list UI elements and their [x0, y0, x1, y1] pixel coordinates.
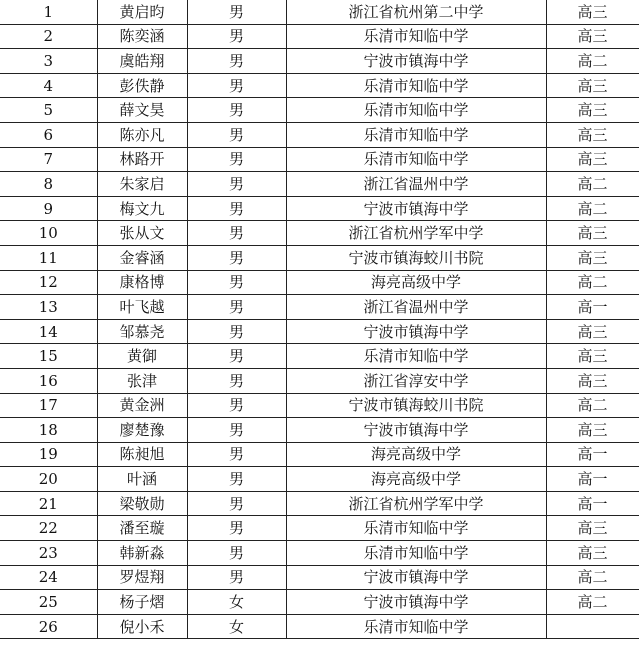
school-cell: 浙江省杭州学军中学 — [286, 221, 546, 246]
row-number-cell: 3 — [0, 49, 97, 74]
table-row — [0, 393, 639, 418]
grade-cell: 高三 — [546, 0, 639, 24]
student-name-cell: 叶飞越 — [97, 295, 187, 320]
table-row — [0, 270, 639, 295]
student-name-cell: 杨子熠 — [97, 590, 187, 615]
school-cell: 浙江省杭州第二中学 — [286, 0, 546, 24]
student-name-cell: 黄金洲 — [97, 393, 187, 418]
table-row — [0, 98, 639, 123]
grade-cell: 高二 — [546, 172, 639, 197]
row-number-cell: 14 — [0, 319, 97, 344]
row-number-cell: 2 — [0, 24, 97, 49]
row-number-cell: 9 — [0, 196, 97, 221]
grade-cell: 高一 — [546, 467, 639, 492]
table-row — [0, 368, 639, 393]
student-name-cell: 林路开 — [97, 147, 187, 172]
school-cell: 宁波市镇海中学 — [286, 196, 546, 221]
school-cell: 浙江省杭州学军中学 — [286, 491, 546, 516]
table-row — [0, 221, 639, 246]
student-name-cell: 潘至璇 — [97, 516, 187, 541]
grade-cell: 高二 — [546, 270, 639, 295]
school-cell: 宁波市镇海蛟川书院 — [286, 393, 546, 418]
school-cell: 宁波市镇海蛟川书院 — [286, 245, 546, 270]
table-row — [0, 73, 639, 98]
grade-cell: 高三 — [546, 73, 639, 98]
table-row — [0, 614, 639, 639]
student-name-cell: 梅文九 — [97, 196, 187, 221]
grade-cell: 高一 — [546, 295, 639, 320]
student-name-cell: 陈昶旭 — [97, 442, 187, 467]
school-cell: 宁波市镇海中学 — [286, 590, 546, 615]
table-row — [0, 295, 639, 320]
table-row — [0, 344, 639, 369]
student-name-cell: 彭佚静 — [97, 73, 187, 98]
student-name-cell: 康格博 — [97, 270, 187, 295]
student-name-cell: 罗煜翔 — [97, 565, 187, 590]
grade-cell: 高三 — [546, 319, 639, 344]
student-name-cell: 廖楚豫 — [97, 418, 187, 443]
gender-cell: 男 — [187, 491, 286, 516]
row-number-cell: 10 — [0, 221, 97, 246]
school-cell: 乐清市知临中学 — [286, 147, 546, 172]
gender-cell: 男 — [187, 270, 286, 295]
grade-cell: 高一 — [546, 491, 639, 516]
row-number-cell: 25 — [0, 590, 97, 615]
gender-cell: 男 — [187, 73, 286, 98]
table-row — [0, 541, 639, 566]
gender-cell: 男 — [187, 319, 286, 344]
gender-cell: 男 — [187, 98, 286, 123]
grade-cell: 高三 — [546, 24, 639, 49]
row-number-cell: 11 — [0, 245, 97, 270]
gender-cell: 男 — [187, 393, 286, 418]
student-name-cell: 张从文 — [97, 221, 187, 246]
table-row — [0, 319, 639, 344]
row-number-cell: 26 — [0, 614, 97, 639]
grade-cell: 高三 — [546, 98, 639, 123]
school-cell: 宁波市镇海中学 — [286, 418, 546, 443]
grade-cell: 高二 — [546, 590, 639, 615]
school-cell: 海亮高级中学 — [286, 467, 546, 492]
grade-cell — [546, 614, 639, 639]
row-number-cell: 7 — [0, 147, 97, 172]
gender-cell: 男 — [187, 24, 286, 49]
gender-cell: 男 — [187, 221, 286, 246]
row-number-cell: 1 — [0, 0, 97, 24]
grade-cell: 高二 — [546, 565, 639, 590]
student-name-cell: 薛文昊 — [97, 98, 187, 123]
row-number-cell: 5 — [0, 98, 97, 123]
gender-cell: 男 — [187, 147, 286, 172]
grade-cell: 高三 — [546, 122, 639, 147]
row-number-cell: 16 — [0, 368, 97, 393]
gender-cell: 男 — [187, 344, 286, 369]
table-row — [0, 516, 639, 541]
row-number-cell: 12 — [0, 270, 97, 295]
school-cell: 海亮高级中学 — [286, 270, 546, 295]
grade-cell: 高三 — [546, 221, 639, 246]
student-name-cell: 朱家启 — [97, 172, 187, 197]
table-row — [0, 467, 639, 492]
gender-cell: 男 — [187, 442, 286, 467]
student-name-cell: 虞皓翔 — [97, 49, 187, 74]
table-row — [0, 491, 639, 516]
grade-cell: 高三 — [546, 418, 639, 443]
table-row — [0, 24, 639, 49]
table-row — [0, 122, 639, 147]
school-cell: 乐清市知临中学 — [286, 344, 546, 369]
student-name-cell: 倪小禾 — [97, 614, 187, 639]
row-number-cell: 21 — [0, 491, 97, 516]
grade-cell: 高一 — [546, 442, 639, 467]
school-cell: 乐清市知临中学 — [286, 516, 546, 541]
student-name-cell: 韩新淼 — [97, 541, 187, 566]
row-number-cell: 8 — [0, 172, 97, 197]
row-number-cell: 17 — [0, 393, 97, 418]
gender-cell: 男 — [187, 295, 286, 320]
table-row — [0, 245, 639, 270]
table-row — [0, 418, 639, 443]
row-number-cell: 4 — [0, 73, 97, 98]
school-cell: 浙江省温州中学 — [286, 172, 546, 197]
school-cell: 乐清市知临中学 — [286, 122, 546, 147]
student-name-cell: 金睿涵 — [97, 245, 187, 270]
grade-cell: 高二 — [546, 196, 639, 221]
row-number-cell: 19 — [0, 442, 97, 467]
school-cell: 乐清市知临中学 — [286, 98, 546, 123]
student-name-cell: 黄御 — [97, 344, 187, 369]
table-row — [0, 49, 639, 74]
gender-cell: 男 — [187, 122, 286, 147]
row-number-cell: 20 — [0, 467, 97, 492]
school-cell: 海亮高级中学 — [286, 442, 546, 467]
grade-cell: 高三 — [546, 368, 639, 393]
row-number-cell: 23 — [0, 541, 97, 566]
table-row — [0, 147, 639, 172]
row-number-cell: 15 — [0, 344, 97, 369]
gender-cell: 男 — [187, 368, 286, 393]
grade-cell: 高三 — [546, 541, 639, 566]
table-row — [0, 172, 639, 197]
grade-cell: 高三 — [546, 245, 639, 270]
gender-cell: 男 — [187, 196, 286, 221]
gender-cell: 男 — [187, 0, 286, 24]
table-row — [0, 565, 639, 590]
school-cell: 宁波市镇海中学 — [286, 319, 546, 344]
school-cell: 乐清市知临中学 — [286, 24, 546, 49]
gender-cell: 女 — [187, 614, 286, 639]
student-name-cell: 陈亦凡 — [97, 122, 187, 147]
row-number-cell: 13 — [0, 295, 97, 320]
gender-cell: 男 — [187, 467, 286, 492]
student-name-cell: 叶涵 — [97, 467, 187, 492]
grade-cell: 高二 — [546, 393, 639, 418]
school-cell: 乐清市知临中学 — [286, 614, 546, 639]
school-cell: 乐清市知临中学 — [286, 541, 546, 566]
student-name-cell: 张津 — [97, 368, 187, 393]
school-cell: 浙江省温州中学 — [286, 295, 546, 320]
gender-cell: 男 — [187, 541, 286, 566]
table-row — [0, 0, 639, 24]
student-name-cell: 梁敬勋 — [97, 491, 187, 516]
table-row — [0, 196, 639, 221]
row-number-cell: 18 — [0, 418, 97, 443]
gender-cell: 男 — [187, 516, 286, 541]
gender-cell: 男 — [187, 418, 286, 443]
row-number-cell: 22 — [0, 516, 97, 541]
student-name-cell: 黄启昀 — [97, 0, 187, 24]
grade-cell: 高三 — [546, 147, 639, 172]
table-row — [0, 590, 639, 615]
school-cell: 宁波市镇海中学 — [286, 565, 546, 590]
row-number-cell: 24 — [0, 565, 97, 590]
row-number-cell: 6 — [0, 122, 97, 147]
gender-cell: 女 — [187, 590, 286, 615]
grade-cell: 高三 — [546, 344, 639, 369]
grade-cell: 高三 — [546, 516, 639, 541]
school-cell: 浙江省淳安中学 — [286, 368, 546, 393]
gender-cell: 男 — [187, 565, 286, 590]
gender-cell: 男 — [187, 172, 286, 197]
gender-cell: 男 — [187, 49, 286, 74]
school-cell: 宁波市镇海中学 — [286, 49, 546, 74]
grade-cell: 高二 — [546, 49, 639, 74]
student-name-cell: 陈奕涵 — [97, 24, 187, 49]
student-name-cell: 邹慕尧 — [97, 319, 187, 344]
gender-cell: 男 — [187, 245, 286, 270]
school-cell: 乐清市知临中学 — [286, 73, 546, 98]
table-row — [0, 442, 639, 467]
